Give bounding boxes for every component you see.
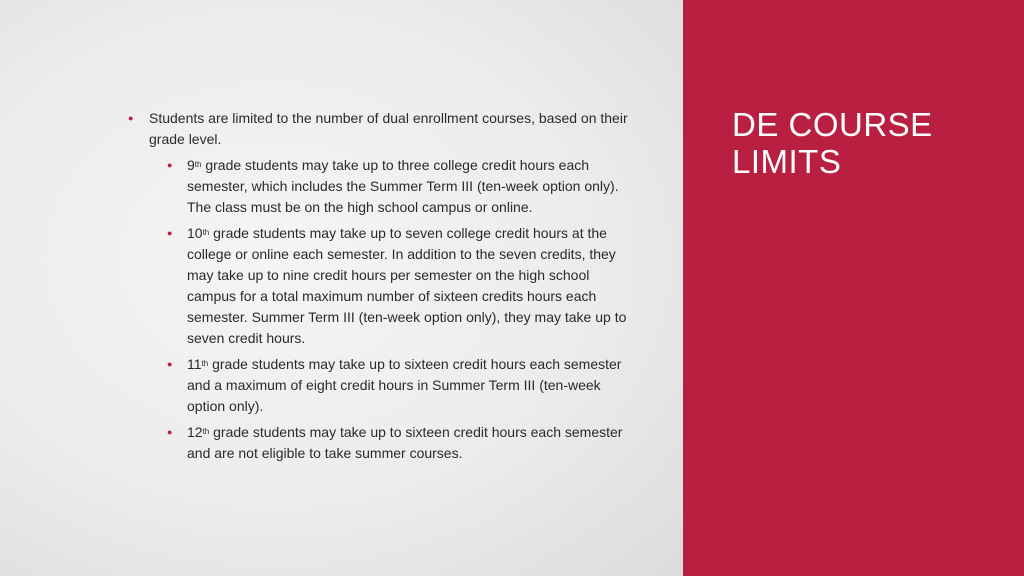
grade-text: grade students may take up to sixteen credit hours each semester and a maximum of eight credit hours in Summer Term III (ten-week option only). [187,356,622,414]
grade-list [167,155,628,464]
grade-text: grade students may take up to seven college credit hours at the college or online each semester. In addition to the seven credits, they may take up to nine credit hours per semester on the high school campus for a total maximum number of sixteen credits hours each semester. Summer Term III (ten-week option only), they may take up to seven credit hours. [187,225,627,346]
bullet-content [128,108,628,464]
intro-text: Students are limited to the number of dual enrollment courses, based on their grade level. [149,110,628,147]
bullet-dot-icon: ● [167,160,173,170]
list-item-grade-11 [167,354,628,417]
bullet-dot-icon: ● [167,228,173,238]
list-item-grade-12 [167,422,628,464]
list-item-grade-9 [167,155,628,218]
grade-suffix: th [201,359,209,368]
grade-number: 9 [187,157,195,173]
grade-suffix: th [194,160,202,169]
bullet-dot-icon: ● [167,427,173,437]
grade-number: 10 [187,225,203,241]
grade-text: grade students may take up to three college credit hours each semester, which includes the Summer Term III (ten-week option only). The class must be on the high school campus or online. [187,157,619,215]
bullet-dot-icon: ● [128,113,134,123]
title-panel [683,0,1024,576]
slide-title: DE COURSE LIMITS [732,106,933,180]
list-item-grade-10 [167,223,628,349]
bullet-dot-icon: ● [167,359,173,369]
grade-number: 11 [187,356,202,372]
grade-suffix: th [202,427,210,436]
list-item-intro [128,108,628,464]
grade-number: 12 [187,424,203,440]
grade-text: grade students may take up to sixteen credit hours each semester and are not eligible to take summer courses. [187,424,623,461]
grade-suffix: th [202,228,210,237]
